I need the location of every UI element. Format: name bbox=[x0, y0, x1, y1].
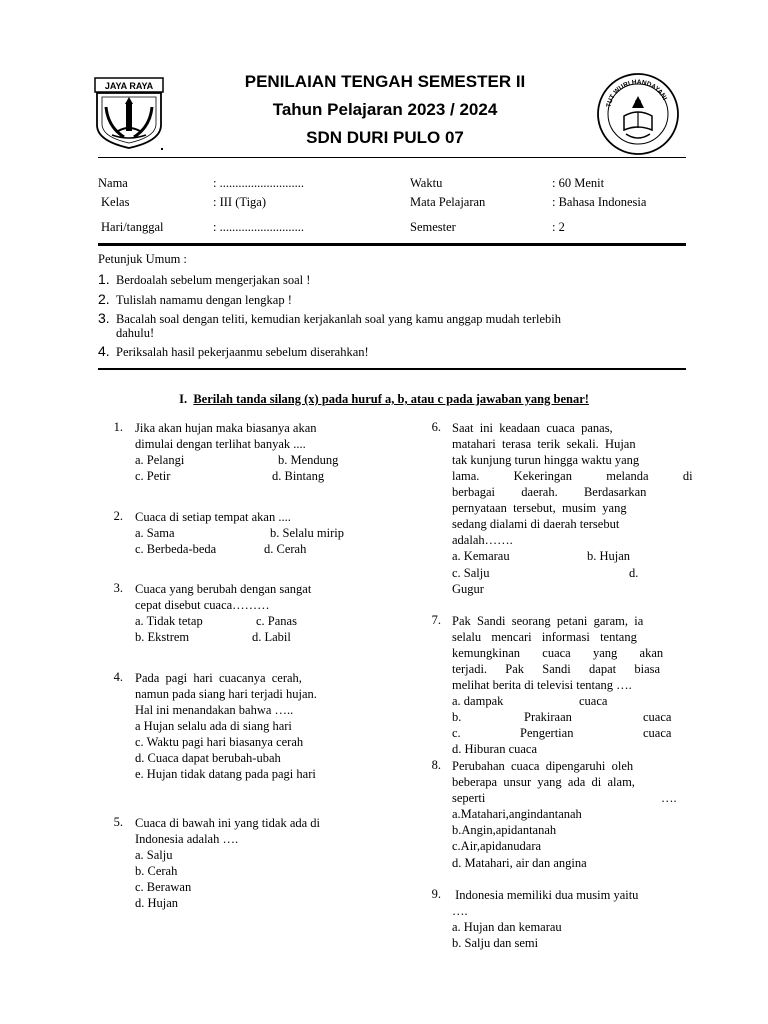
question-text: …. bbox=[452, 904, 468, 918]
question-text: pernyataan tersebut, musim yang bbox=[452, 501, 627, 515]
answer-option-word: Prakiraan bbox=[524, 710, 572, 724]
mapel-label: Mata Pelajaran bbox=[410, 195, 486, 209]
instruction-text-cont: dahulu! bbox=[116, 326, 155, 340]
mapel-value: : Bahasa Indonesia bbox=[552, 195, 647, 209]
question-number: 3. bbox=[113, 581, 123, 595]
question-number: 9. bbox=[431, 887, 441, 901]
answer-option[interactable]: d. Matahari, air dan angina bbox=[452, 856, 587, 870]
answer-option[interactable]: a. Pelangi bbox=[135, 453, 185, 467]
header-rule bbox=[98, 157, 686, 158]
answer-option[interactable]: a. Tidak tetap bbox=[135, 614, 203, 628]
section-heading bbox=[0, 392, 768, 407]
instruction-item bbox=[98, 310, 561, 327]
answer-option-word: cuaca bbox=[643, 710, 672, 724]
question-text: sedang dialami di daerah tersebut bbox=[452, 517, 620, 531]
answer-option[interactable]: b. Ekstrem bbox=[135, 630, 190, 644]
info-rule bbox=[98, 243, 686, 246]
semester-value: : 2 bbox=[552, 220, 565, 234]
question-text: …. bbox=[661, 791, 677, 805]
question-text: Perubahan cuaca dipengaruhi oleh bbox=[452, 759, 634, 773]
instruction-item bbox=[98, 343, 369, 360]
answer-option[interactable]: d. Cuaca dapat berubah-ubah bbox=[135, 751, 281, 765]
question-text: melihat berita di televisi tentang …. bbox=[452, 678, 632, 692]
answer-option[interactable]: c.Air,apidanudara bbox=[452, 839, 542, 853]
answer-option[interactable]: c. Petir bbox=[135, 469, 171, 483]
question-text: dimulai dengan terlihat banyak .... bbox=[135, 437, 306, 451]
section-roman: I. bbox=[179, 392, 188, 406]
question-text: selalu mencari informasi tentang bbox=[452, 630, 637, 644]
question-text: Indonesia memiliki dua musim yaitu bbox=[452, 888, 639, 902]
kelas-value: : III (Tiga) bbox=[213, 195, 267, 209]
answer-option[interactable]: b. Mendung bbox=[278, 453, 339, 467]
answer-option[interactable]: d. bbox=[629, 566, 639, 580]
answer-option[interactable]: a. Hujan dan kemarau bbox=[452, 920, 562, 934]
answer-option[interactable]: b. Cerah bbox=[135, 864, 178, 878]
instruction-number: 4. bbox=[98, 343, 110, 359]
answer-option-word: cuaca bbox=[643, 726, 672, 740]
answer-option[interactable]: a.Matahari,angindantanah bbox=[452, 807, 582, 821]
academic-year: Tahun Pelajaran 2023 / 2024 bbox=[272, 100, 498, 119]
logo-left-text: JAYA RAYA bbox=[104, 81, 154, 91]
question-number: 4. bbox=[113, 670, 123, 684]
question-text: lama. Kekeringan melanda di bbox=[452, 469, 693, 483]
question-text: terjadi. Pak Sandi dapat biasa bbox=[452, 662, 661, 676]
question-text: Indonesia adalah …. bbox=[135, 832, 239, 846]
question-text: adalah……. bbox=[452, 533, 513, 547]
answer-option[interactable]: b. Salju dan semi bbox=[452, 936, 539, 950]
answer-option[interactable]: d. Bintang bbox=[272, 469, 325, 483]
question-text: seperti bbox=[452, 791, 486, 805]
answer-option[interactable]: b.Angin,apidantanah bbox=[452, 823, 557, 837]
answer-option[interactable]: d. Labil bbox=[252, 630, 291, 644]
question-text: kemungkinan cuaca yang akan bbox=[452, 646, 664, 660]
answer-option[interactable]: b. Hujan bbox=[587, 549, 631, 563]
instruction-number: 1. bbox=[98, 271, 110, 287]
instruction-text: Bacalah soal dengan teliti, kemudian kerjakanlah soal yang kamu anggap mudah terlebih bbox=[116, 312, 561, 326]
answer-option-word: Pengertian bbox=[520, 726, 574, 740]
nama-value: : ........................... bbox=[213, 176, 304, 190]
answer-option[interactable]: a. Kemarau bbox=[452, 549, 510, 563]
question-number: 5. bbox=[113, 815, 123, 829]
question-number: 6. bbox=[431, 420, 441, 434]
answer-option[interactable]: c. Panas bbox=[256, 614, 297, 628]
question-number: 1. bbox=[113, 420, 123, 434]
exam-title: PENILAIAN TENGAH SEMESTER II bbox=[244, 72, 526, 91]
school-name: SDN DURI PULO 07 bbox=[306, 128, 464, 147]
answer-option[interactable]: a. dampak bbox=[452, 694, 504, 708]
question-text: Pada pagi hari cuacanya cerah, bbox=[135, 671, 302, 685]
question-text: Hal ini menandakan bahwa ….. bbox=[135, 703, 294, 717]
hari-value: : ........................... bbox=[213, 220, 304, 234]
answer-option[interactable]: c. Waktu pagi hari biasanya cerah bbox=[135, 735, 304, 749]
answer-option-cont: Gugur bbox=[452, 582, 484, 596]
kelas-label: Kelas bbox=[101, 195, 130, 209]
question-text: berbagai daerah. Berdasarkan bbox=[452, 485, 647, 499]
waktu-label: Waktu bbox=[410, 176, 443, 190]
instruction-number: 2. bbox=[98, 291, 110, 307]
instruction-number: 3. bbox=[98, 310, 110, 326]
answer-option[interactable]: d. Cerah bbox=[264, 542, 307, 556]
answer-option[interactable]: c. bbox=[452, 726, 461, 740]
answer-option[interactable]: d. Hiburan cuaca bbox=[452, 742, 538, 756]
semester-label: Semester bbox=[410, 220, 456, 234]
question-text: Saat ini keadaan cuaca panas, bbox=[452, 421, 613, 435]
logo-right-text: TUT WURI HANDAYANI bbox=[605, 78, 669, 109]
question-text: Cuaca yang berubah dengan sangat bbox=[135, 582, 312, 596]
answer-option-word: cuaca bbox=[579, 694, 608, 708]
instructions-heading: Petunjuk Umum : bbox=[98, 252, 187, 266]
question-number: 8. bbox=[431, 758, 441, 772]
question-text: Pak Sandi seorang petani garam, ia bbox=[452, 614, 644, 628]
instructions-rule bbox=[98, 368, 686, 370]
instruction-text: Periksalah hasil pekerjaanmu sebelum diserahkan! bbox=[116, 345, 369, 359]
tut-wuri-handayani-logo bbox=[596, 72, 680, 156]
question-text: namun pada siang hari terjadi hujan. bbox=[135, 687, 317, 701]
logo-dot bbox=[161, 148, 163, 150]
instruction-text: Berdoalah sebelum mengerjakan soal ! bbox=[116, 273, 311, 287]
answer-option[interactable]: d. Hujan bbox=[135, 896, 179, 910]
jaya-raya-logo bbox=[88, 77, 170, 149]
answer-option[interactable]: e. Hujan tidak datang pada pagi hari bbox=[135, 767, 316, 781]
question-text: tak kunjung turun hingga waktu yang bbox=[452, 453, 640, 467]
answer-option[interactable]: b. Selalu mirip bbox=[270, 526, 344, 540]
question-text: Cuaca di setiap tempat akan .... bbox=[135, 510, 291, 524]
answer-option[interactable]: c. Salju bbox=[452, 566, 490, 580]
question-text: Jika akan hujan maka biasanya akan bbox=[135, 421, 317, 435]
question-text: Cuaca di bawah ini yang tidak ada di bbox=[135, 816, 321, 830]
answer-option[interactable]: c. Berawan bbox=[135, 880, 192, 894]
question-text: beberapa unsur yang ada di alam, bbox=[452, 775, 635, 789]
answer-option[interactable]: a Hujan selalu ada di siang hari bbox=[135, 719, 292, 733]
question-number: 2. bbox=[113, 509, 123, 523]
answer-option[interactable]: b. bbox=[452, 710, 462, 724]
instruction-item bbox=[98, 271, 310, 288]
waktu-value: : 60 Menit bbox=[552, 176, 605, 190]
nama-label: Nama bbox=[98, 176, 128, 190]
instruction-text: Tulislah namamu dengan lengkap ! bbox=[116, 293, 292, 307]
section-instruction: Berilah tanda silang (x) pada huruf a, b, atau c pada jawaban yang benar! bbox=[193, 392, 589, 406]
answer-option[interactable]: c. Berbeda-beda bbox=[135, 542, 217, 556]
answer-option[interactable]: a. Salju bbox=[135, 848, 173, 862]
answer-option[interactable]: a. Sama bbox=[135, 526, 175, 540]
question-text: cepat disebut cuaca……… bbox=[135, 598, 270, 612]
instruction-item bbox=[98, 291, 292, 308]
hari-label: Hari/tanggal bbox=[101, 220, 164, 234]
question-text: matahari terasa terik sekali. Hujan bbox=[452, 437, 636, 451]
question-number: 7. bbox=[431, 613, 441, 627]
